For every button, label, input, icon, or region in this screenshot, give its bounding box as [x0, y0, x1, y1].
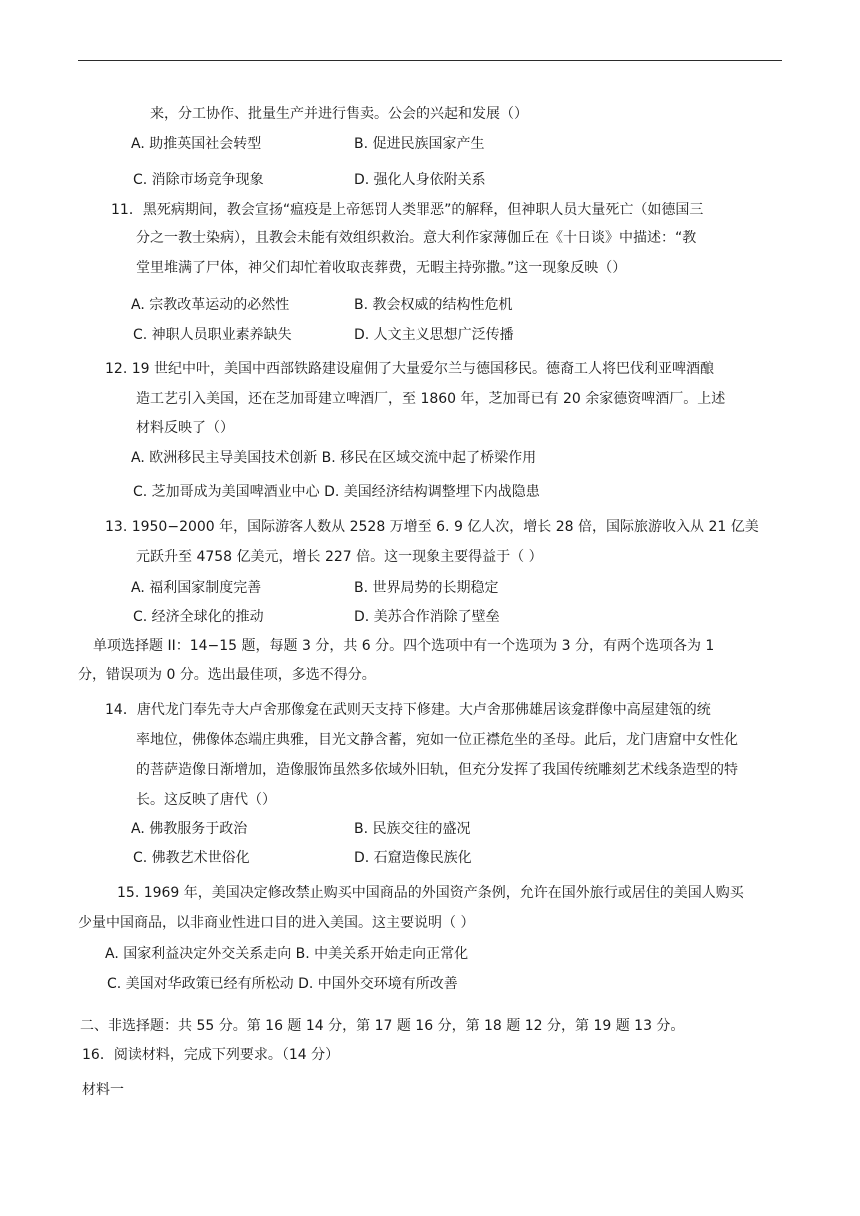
q14-option-a: A. 佛教服务于政治 — [131, 821, 248, 837]
q13-option-b: B. 世界局势的长期稳定 — [354, 580, 499, 596]
q14-option-b: B. 民族交往的盛况 — [354, 821, 471, 837]
q16-stem: 16．阅读材料，完成下列要求。（14 分） — [82, 1047, 340, 1063]
part-2-heading: 二、非选择题：共 55 分。第 16 题 14 分，第 17 题 16 分，第 18 题 12 分，第 19 题 13 分。 — [80, 1018, 685, 1034]
q12-stem-line1: 12. 19 世纪中叶，美国中西部铁路建设雇佣了大量爱尔兰与德国移民。德裔工人将巴伐利亚啤酒酿 — [105, 361, 714, 377]
section-2-instruction-line2: 分，错误项为 0 分。选出最佳项，多选不得分。 — [78, 667, 376, 683]
q12-stem-line2: 造工艺引入美国，还在芝加哥建立啤酒厂，至 1860 年，芝加哥已有 20 余家德资啤酒厂。上述 — [136, 391, 726, 407]
q10-option-c: C. 消除市场竞争现象 — [133, 172, 264, 188]
q11-stem-line3: 堂里堆满了尸体，神父们却忙着收取丧葬费，无暇主持弥撒。”这一现象反映（） — [136, 260, 627, 276]
q12-options-cd: C. 芝加哥成为美国啤酒业中心 D. 美国经济结构调整埋下内战隐患 — [133, 484, 540, 500]
q15-stem-line1: 15. 1969 年，美国决定修改禁止购买中国商品的外国资产条例，允许在国外旅行或居住的美国人购买 — [117, 885, 744, 901]
q11-option-b: B. 教会权威的结构性危机 — [354, 297, 513, 313]
q15-options-ab: A. 国家利益决定外交关系走向 B. 中美关系开始走向正常化 — [105, 946, 469, 962]
q14-stem-line1: 14．唐代龙门奉先寺大卢舍那像龛在武则天支持下修建。大卢舍那佛雄居该龛群像中高屋建瓴的统 — [105, 702, 711, 718]
q12-stem-line3: 材料反映了（） — [136, 420, 234, 436]
q11-option-d: D. 人文主义思想广泛传播 — [354, 327, 514, 343]
q13-stem-line1: 13. 1950−2000 年，国际游客人数从 2528 万增至 6. 9 亿人次，增长 28 倍，国际旅游收入从 21 亿美 — [105, 519, 759, 535]
q11-stem-line1: 11．黑死病期间，教会宣扬“瘟疫是上帝惩罚人类罪恶”的解释，但神职人员大量死亡（如德国三 — [111, 202, 704, 218]
q14-stem-line4: 长。这反映了唐代（） — [136, 792, 276, 808]
material-1-label: 材料一 — [82, 1082, 124, 1098]
q14-option-d: D. 石窟造像民族化 — [354, 850, 472, 866]
q10-option-a: A. 助推英国社会转型 — [131, 136, 262, 152]
q12-options-ab: A. 欧洲移民主导美国技术创新 B. 移民在区域交流中起了桥梁作用 — [131, 450, 537, 466]
q15-options-cd: C. 美国对华政策已经有所松动 D. 中国外交环境有所改善 — [107, 976, 458, 992]
q11-stem-line2: 分之一教士染病），且教会未能有效组织救治。意大利作家薄伽丘在《十日谈》中描述：“教 — [136, 230, 697, 246]
q10-option-b: B. 促进民族国家产生 — [354, 136, 485, 152]
q11-option-c: C. 神职人员职业素养缺失 — [133, 327, 292, 343]
q13-stem-line2: 元跃升至 4758 亿美元，增长 227 倍。这一现象主要得益于（ ） — [136, 549, 543, 565]
q14-stem-line2: 率地位，佛像体态端庄典雅，目光文静含蓄，宛如一位正襟危坐的圣母。此后，龙门唐窟中女性化 — [136, 732, 738, 748]
section-2-instruction-line1: 单项选择题 II：14−15 题，每题 3 分，共 6 分。四个选项中有一个选项为 3 分，有两个选项各为 1 — [93, 638, 715, 654]
q10-stem-tail: 来，分工协作、批量生产并进行售卖。公会的兴起和发展（） — [150, 106, 528, 122]
q14-stem-line3: 的菩萨造像日渐增加，造像服饰虽然多依域外旧轨，但充分发挥了我国传统雕刻艺术线条造型的特 — [136, 762, 738, 778]
header-rule — [78, 60, 782, 61]
q11-option-a: A. 宗教改革运动的必然性 — [131, 297, 290, 313]
q14-option-c: C. 佛教艺术世俗化 — [133, 850, 250, 866]
q15-stem-line2: 少量中国商品，以非商业性进口目的进入美国。这主要说明（ ） — [78, 915, 475, 931]
q13-option-c: C. 经济全球化的推动 — [133, 609, 264, 625]
q13-option-a: A. 福利国家制度完善 — [131, 580, 262, 596]
q13-option-d: D. 美苏合作消除了壁垒 — [354, 609, 500, 625]
q10-option-d: D. 强化人身依附关系 — [354, 172, 486, 188]
